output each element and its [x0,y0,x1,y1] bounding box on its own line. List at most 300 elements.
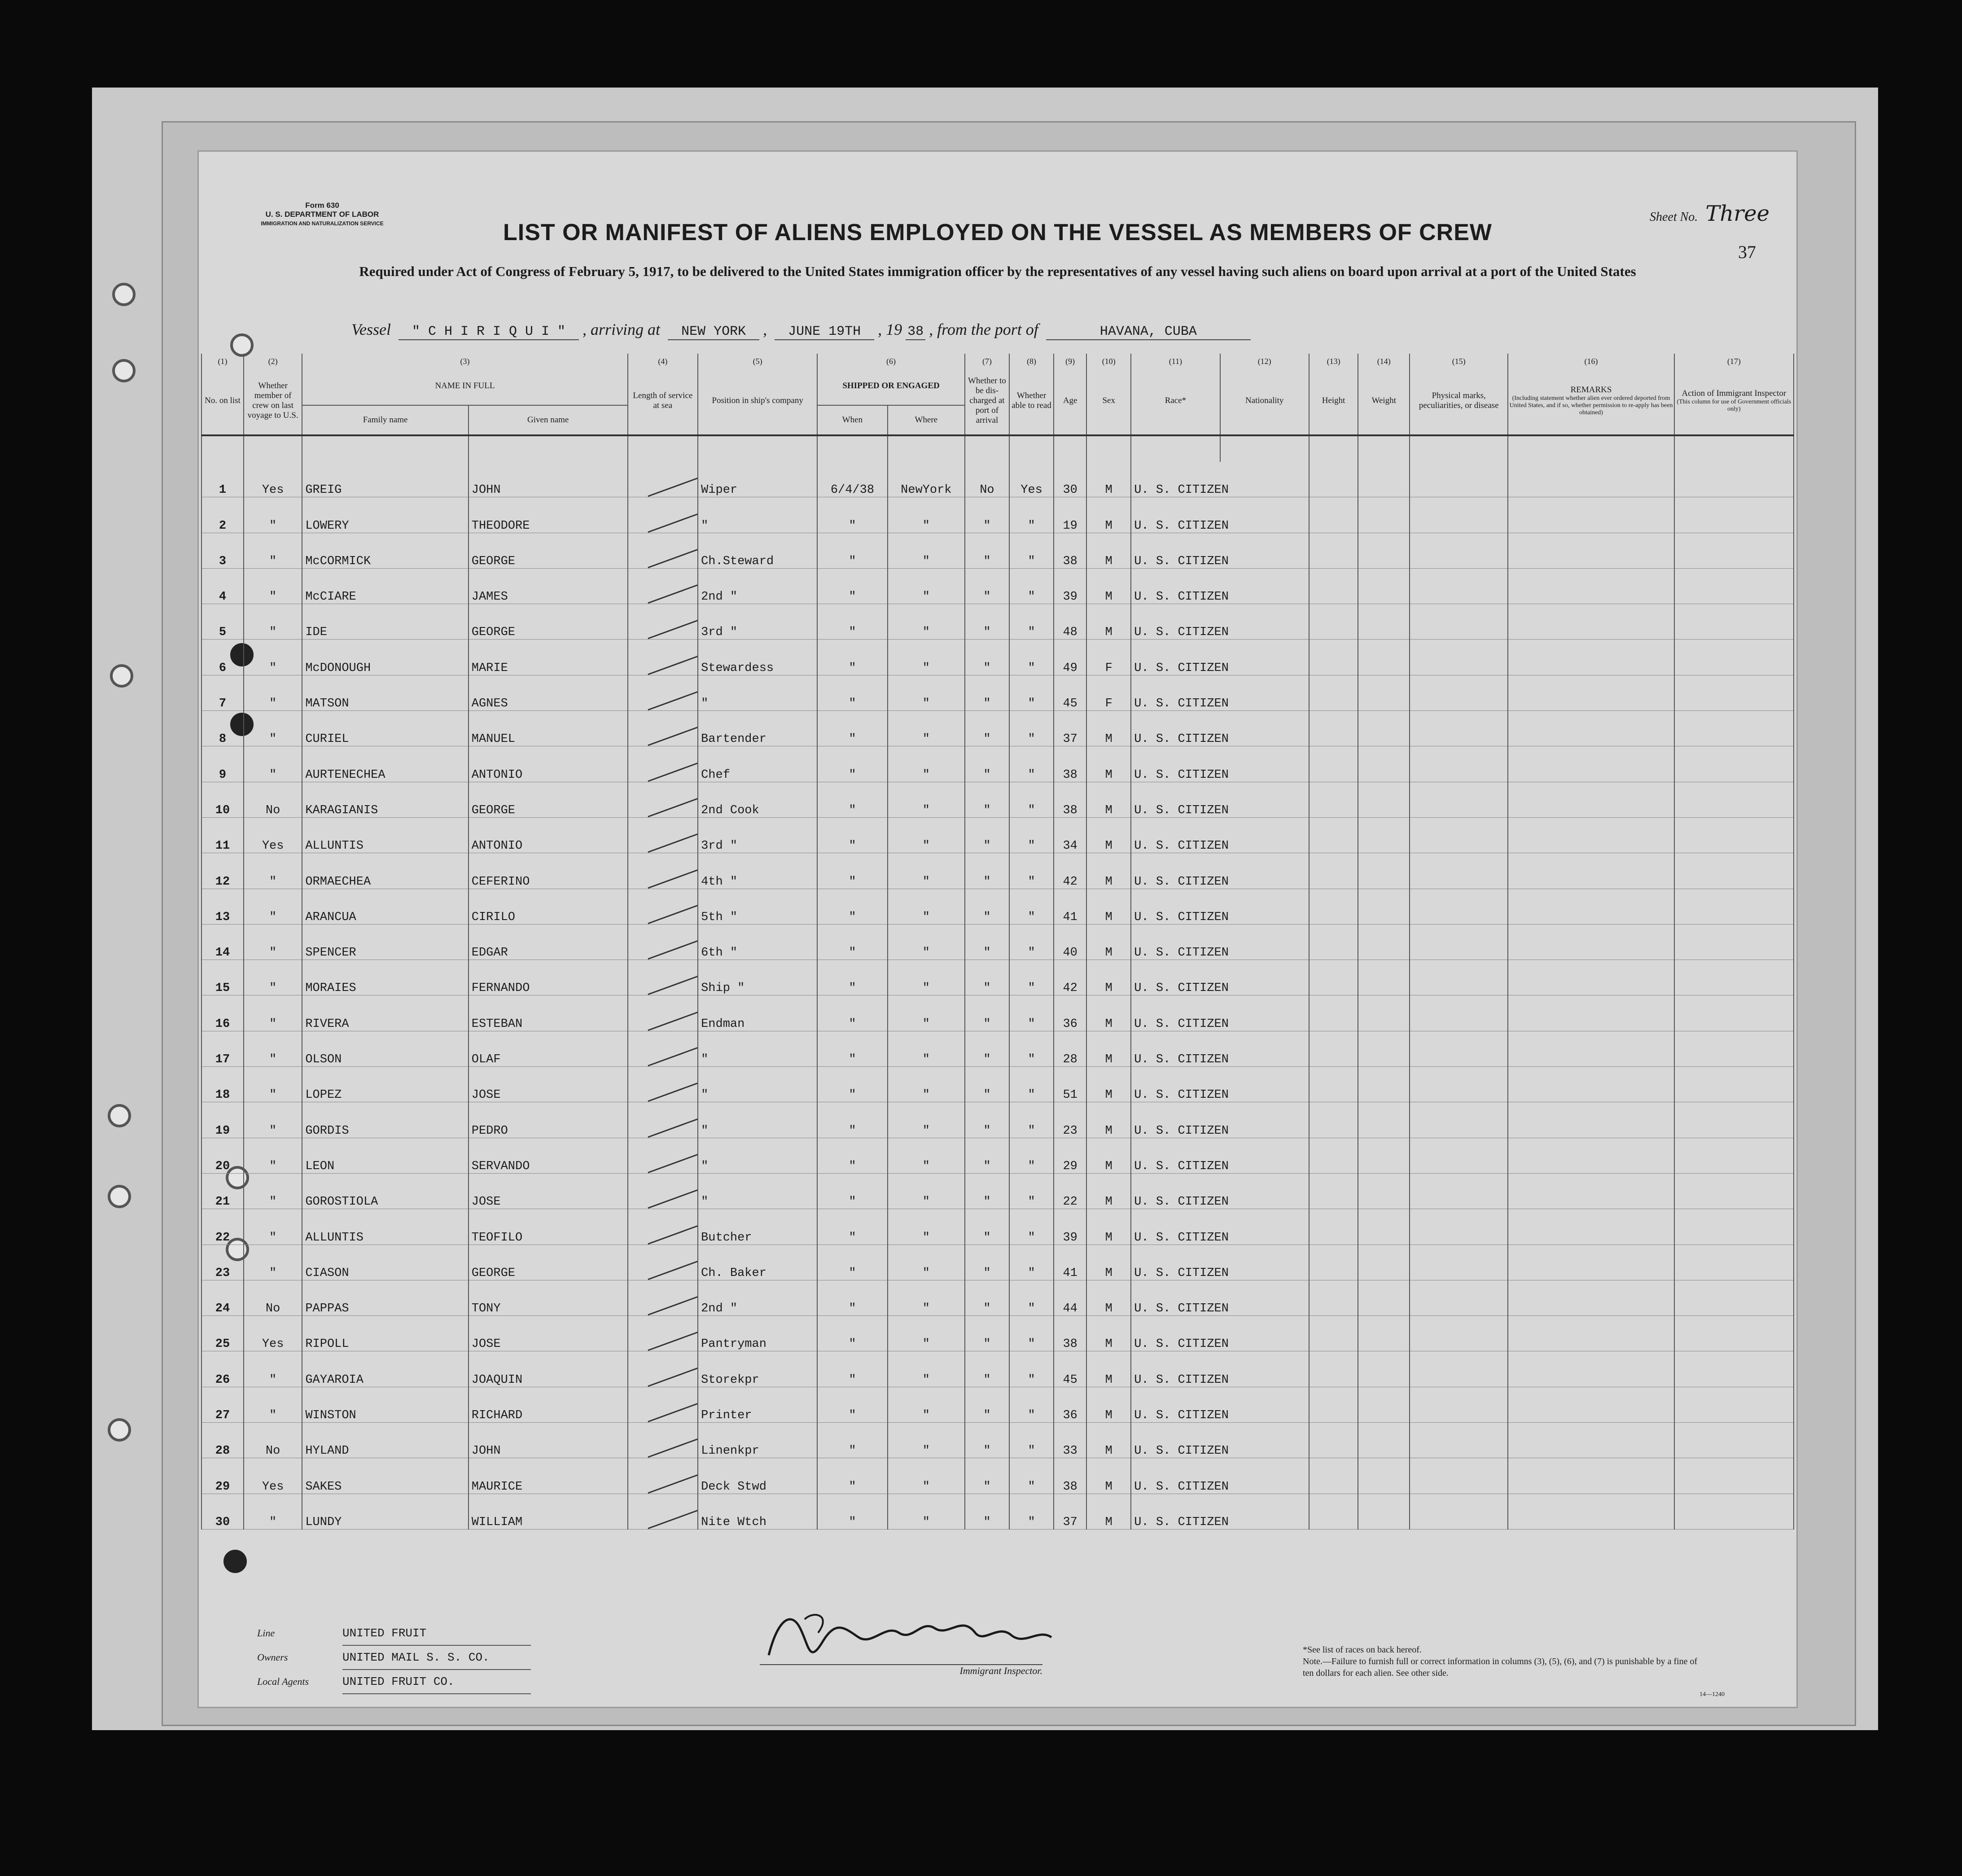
position: 2nd " [698,568,817,604]
shipped-where: " [888,711,965,746]
crew-member-flag: " [244,1067,302,1102]
age: 38 [1054,1458,1086,1494]
remarks [1508,853,1674,889]
check-mark [648,547,698,568]
length-of-service [628,817,698,853]
length-of-service [628,1245,698,1280]
family-name: GAYAROIA [302,1351,468,1387]
shipped-where: " [888,1031,965,1066]
table-row [201,853,1794,889]
race-nationality: U. S. CITIZEN [1131,1173,1309,1209]
able-to-read: " [1009,675,1054,710]
remarks [1508,1031,1674,1066]
row-number: 4 [201,568,244,604]
physical-marks [1410,711,1508,746]
length-of-service [628,1102,698,1138]
height [1309,640,1358,675]
col-number: (1) [201,354,244,367]
discharged-flag: " [965,1494,1009,1529]
race-nationality: U. S. CITIZEN [1131,533,1309,568]
race-nationality: U. S. CITIZEN [1131,1209,1309,1245]
able-to-read: " [1009,1423,1054,1458]
weight [1358,1387,1410,1422]
header-discharged: Whether to be dis-charged at port of arrival [965,367,1009,435]
table-row [201,568,1794,604]
race-nationality: U. S. CITIZEN [1131,1351,1309,1387]
inspector-action [1674,604,1794,640]
length-of-service [628,889,698,924]
age: 28 [1054,1031,1086,1066]
table-row [201,1387,1794,1422]
sex: M [1086,1423,1131,1458]
sex: M [1086,1280,1131,1315]
inspector-action [1674,853,1794,889]
position: " [698,497,817,533]
position: Printer [698,1387,817,1422]
crew-rows [201,462,1794,1529]
age: 45 [1054,675,1086,710]
inspector-action [1674,1387,1794,1422]
length-of-service [628,604,698,640]
discharged-flag: " [965,1209,1009,1245]
binder-hole [108,1185,131,1208]
remarks [1508,533,1674,568]
age: 37 [1054,711,1086,746]
discharged-flag: " [965,1423,1009,1458]
physical-marks [1410,995,1508,1031]
height [1309,1067,1358,1102]
service-name: IMMIGRATION AND NATURALIZATION SERVICE [261,220,384,227]
discharged-flag: " [965,1173,1009,1209]
check-mark [648,476,698,497]
owners-label: Owners [257,1652,288,1663]
shipped-when: " [817,568,888,604]
table-row [201,497,1794,533]
check-mark [648,511,698,532]
shipped-where: " [888,1280,965,1315]
height [1309,746,1358,782]
able-to-read: " [1009,1458,1054,1494]
weight [1358,604,1410,640]
height [1309,604,1358,640]
position: " [698,1138,817,1173]
family-name: LOPEZ [302,1067,468,1102]
given-name: CIRILO [469,889,628,924]
table-row [201,1280,1794,1315]
shipped-where: " [888,817,965,853]
height [1309,1387,1358,1422]
weight [1358,889,1410,924]
position: Nite Wtch [698,1494,817,1529]
header-height: Height [1309,367,1358,435]
row-number: 16 [201,995,244,1031]
length-of-service [628,1387,698,1422]
arriving-label: , arriving at [582,320,661,338]
family-name: McCIARE [302,568,468,604]
table-row [201,1245,1794,1280]
length-of-service [628,675,698,710]
able-to-read: " [1009,1494,1054,1529]
sex: M [1086,462,1131,497]
sex: M [1086,1458,1131,1494]
physical-marks [1410,604,1508,640]
weight [1358,995,1410,1031]
sex: M [1086,1173,1131,1209]
crew-member-flag: No [244,1423,302,1458]
sex: M [1086,568,1131,604]
able-to-read: " [1009,1351,1054,1387]
weight [1358,1458,1410,1494]
remarks [1508,1102,1674,1138]
length-of-service [628,533,698,568]
inspector-action [1674,746,1794,782]
header-sex: Sex [1086,367,1131,435]
given-name: JOSE [469,1067,628,1102]
check-mark [648,583,698,604]
height [1309,1245,1358,1280]
crew-member-flag: " [244,1102,302,1138]
binder-hole [223,1550,247,1573]
family-name: McDONOUGH [302,640,468,675]
shipped-when: " [817,1102,888,1138]
header-race: Race* [1131,367,1220,435]
family-name: ALLUNTIS [302,817,468,853]
sex: M [1086,1102,1131,1138]
row-number: 7 [201,675,244,710]
table-row [201,889,1794,924]
remarks [1508,604,1674,640]
shipped-where: " [888,995,965,1031]
inspector-action [1674,1245,1794,1280]
table-row [201,1102,1794,1138]
shipped-where: " [888,924,965,960]
col-number: (15) [1410,354,1508,367]
check-mark [648,903,698,924]
position: 3rd " [698,604,817,640]
sex: M [1086,1209,1131,1245]
crew-member-flag: " [244,1351,302,1387]
shipped-where: " [888,640,965,675]
height [1309,817,1358,853]
discharged-flag: " [965,960,1009,995]
row-number: 13 [201,889,244,924]
col-number: (3) [302,354,627,367]
race-nationality: U. S. CITIZEN [1131,675,1309,710]
check-mark [648,1010,698,1031]
age: 37 [1054,1494,1086,1529]
age: 38 [1054,782,1086,817]
family-name: MATSON [302,675,468,710]
vessel-line: Vessel " C H I R I Q U I " , arriving at NEW YORK , JUNE 19TH , 19 38 , from the port of HAVANA, CUBA [351,320,1254,340]
family-name: GORDIS [302,1102,468,1138]
remarks [1508,1245,1674,1280]
document-title: LIST OR MANIFEST OF ALIENS EMPLOYED ON THE VESSEL AS MEMBERS OF CREW [503,219,1492,245]
binder-hole [110,664,133,688]
race-nationality: U. S. CITIZEN [1131,960,1309,995]
header-when: When [817,405,888,435]
length-of-service [628,1209,698,1245]
col-number: (12) [1220,354,1309,367]
crew-member-flag: No [244,1280,302,1315]
inspector-action [1674,1138,1794,1173]
remarks [1508,1280,1674,1315]
col-number: (14) [1358,354,1410,367]
weight [1358,1031,1410,1066]
sheet-number-value: Three [1705,201,1769,226]
race-nationality: U. S. CITIZEN [1131,1494,1309,1529]
family-name: PAPPAS [302,1280,468,1315]
weight [1358,924,1410,960]
row-number: 5 [201,604,244,640]
row-number: 1 [201,462,244,497]
given-name: JAMES [469,568,628,604]
given-name: WILLIAM [469,1494,628,1529]
vessel-label: Vessel [351,320,391,338]
family-name: SPENCER [302,924,468,960]
able-to-read: " [1009,1031,1054,1066]
discharged-flag: " [965,533,1009,568]
discharged-flag: " [965,1316,1009,1351]
shipped-when: " [817,711,888,746]
row-number: 30 [201,1494,244,1529]
weight [1358,462,1410,497]
sex: M [1086,853,1131,889]
inspector-action [1674,675,1794,710]
weight [1358,568,1410,604]
given-name: JOSE [469,1316,628,1351]
given-name: FERNANDO [469,960,628,995]
remarks [1508,782,1674,817]
length-of-service [628,960,698,995]
crew-member-flag: " [244,960,302,995]
from-port-label: , from the port of [929,320,1038,338]
shipped-where: " [888,1387,965,1422]
shipped-when: " [817,1173,888,1209]
header-where: Where [888,405,965,435]
arriving-port: NEW YORK [668,324,759,340]
crew-member-flag: " [244,1387,302,1422]
physical-marks [1410,1138,1508,1173]
table-row [201,746,1794,782]
inspector-action [1674,533,1794,568]
sex: M [1086,960,1131,995]
height [1309,675,1358,710]
binder-hole [112,359,136,382]
length-of-service [628,1138,698,1173]
vessel-owner-info [257,1622,531,1694]
age: 40 [1054,924,1086,960]
weight [1358,1173,1410,1209]
physical-marks [1410,1173,1508,1209]
remarks [1508,1387,1674,1422]
shipped-when: " [817,817,888,853]
weight [1358,817,1410,853]
physical-marks [1410,1494,1508,1529]
check-mark [648,1437,698,1458]
discharged-flag: No [965,462,1009,497]
sex: M [1086,995,1131,1031]
table-row [201,782,1794,817]
family-name: LOWERY [302,497,468,533]
sex: M [1086,1494,1131,1529]
check-mark [648,1045,698,1066]
discharged-flag: " [965,782,1009,817]
inspector-action [1674,497,1794,533]
shipped-where: " [888,853,965,889]
table-row [201,533,1794,568]
shipped-when: " [817,675,888,710]
col-number: (11) [1131,354,1220,367]
physical-marks [1410,1458,1508,1494]
length-of-service [628,1423,698,1458]
race-nationality: U. S. CITIZEN [1131,1316,1309,1351]
shipped-where: " [888,1102,965,1138]
sheet-number-label: Sheet No. [1650,210,1698,224]
remarks [1508,462,1674,497]
physical-marks [1410,497,1508,533]
crew-member-flag: " [244,1209,302,1245]
age: 33 [1054,1423,1086,1458]
physical-marks [1410,853,1508,889]
inspector-action [1674,817,1794,853]
given-name: TONY [469,1280,628,1315]
family-name: ALLUNTIS [302,1209,468,1245]
physical-marks [1410,1245,1508,1280]
row-number: 29 [201,1458,244,1494]
shipped-when: " [817,1245,888,1280]
sex: M [1086,782,1131,817]
inspector-action [1674,1280,1794,1315]
position: " [698,1031,817,1066]
remarks [1508,1138,1674,1173]
crew-member-flag: " [244,711,302,746]
vessel-name: " C H I R I Q U I " [399,324,579,340]
shipped-where: " [888,889,965,924]
discharged-flag: " [965,1458,1009,1494]
length-of-service [628,853,698,889]
shipped-when: " [817,533,888,568]
shipped-when: " [817,1494,888,1529]
inspector-action [1674,1494,1794,1529]
shipped-where: " [888,1067,965,1102]
remarks [1508,817,1674,853]
length-of-service [628,1316,698,1351]
remarks [1508,675,1674,710]
row-number: 22 [201,1209,244,1245]
sex: M [1086,1245,1131,1280]
crew-member-flag: " [244,568,302,604]
shipped-where: " [888,746,965,782]
shipped-when: " [817,1280,888,1315]
check-mark [648,1472,698,1493]
shipped-where: " [888,533,965,568]
race-nationality: U. S. CITIZEN [1131,1423,1309,1458]
shipped-when: " [817,1316,888,1351]
inspector-action [1674,995,1794,1031]
inspector-action [1674,782,1794,817]
age: 39 [1054,1209,1086,1245]
weight [1358,1351,1410,1387]
binder-hole [112,283,136,306]
race-nationality: U. S. CITIZEN [1131,497,1309,533]
height [1309,1209,1358,1245]
able-to-read: " [1009,1209,1054,1245]
able-to-read: " [1009,746,1054,782]
check-mark [648,1330,698,1351]
shipped-where: " [888,1423,965,1458]
table-row [201,1031,1794,1066]
physical-marks [1410,1067,1508,1102]
shipped-when: " [817,746,888,782]
able-to-read: " [1009,640,1054,675]
table-row [201,675,1794,710]
shipped-where: " [888,960,965,995]
inspector-action [1674,1031,1794,1066]
given-name: ANTONIO [469,746,628,782]
sex: M [1086,1067,1131,1102]
family-name: CIASON [302,1245,468,1280]
crew-manifest-table [201,354,1794,1530]
discharged-flag: " [965,1245,1009,1280]
weight [1358,1245,1410,1280]
header-shipped-or-engaged: SHIPPED OR ENGAGED [817,367,965,405]
position: Butcher [698,1209,817,1245]
check-mark [648,654,698,675]
shipped-where: " [888,1209,965,1245]
family-name: IDE [302,604,468,640]
discharged-flag: " [965,675,1009,710]
check-mark [648,618,698,639]
crew-member-flag: Yes [244,1316,302,1351]
shipped-when: " [817,1067,888,1102]
shipped-when: " [817,1031,888,1066]
physical-marks [1410,640,1508,675]
physical-marks [1410,1031,1508,1066]
shipped-when: " [817,640,888,675]
check-mark [648,1259,698,1280]
family-name: SAKES [302,1458,468,1494]
inspector-action [1674,1423,1794,1458]
check-mark [648,1508,698,1529]
height [1309,1102,1358,1138]
table-row [201,924,1794,960]
physical-marks [1410,533,1508,568]
given-name: JOSE [469,1173,628,1209]
able-to-read: " [1009,924,1054,960]
table-row [201,817,1794,853]
given-name: JOHN [469,462,628,497]
shipped-when: " [817,1458,888,1494]
inspector-action [1674,924,1794,960]
check-mark [648,1294,698,1315]
race-nationality: U. S. CITIZEN [1131,1102,1309,1138]
able-to-read: " [1009,889,1054,924]
family-name: AURTENECHEA [302,746,468,782]
position: 2nd Cook [698,782,817,817]
length-of-service [628,640,698,675]
remarks [1508,640,1674,675]
crew-member-flag: " [244,604,302,640]
header-name-in-full: NAME IN FULL [302,367,627,405]
sex: M [1086,1031,1131,1066]
discharged-flag: " [965,1067,1009,1102]
shipped-when: " [817,1351,888,1387]
race-nationality: U. S. CITIZEN [1131,1458,1309,1494]
given-name: GEORGE [469,533,628,568]
sex: M [1086,1387,1131,1422]
shipped-where: " [888,1316,965,1351]
table-row [201,1351,1794,1387]
